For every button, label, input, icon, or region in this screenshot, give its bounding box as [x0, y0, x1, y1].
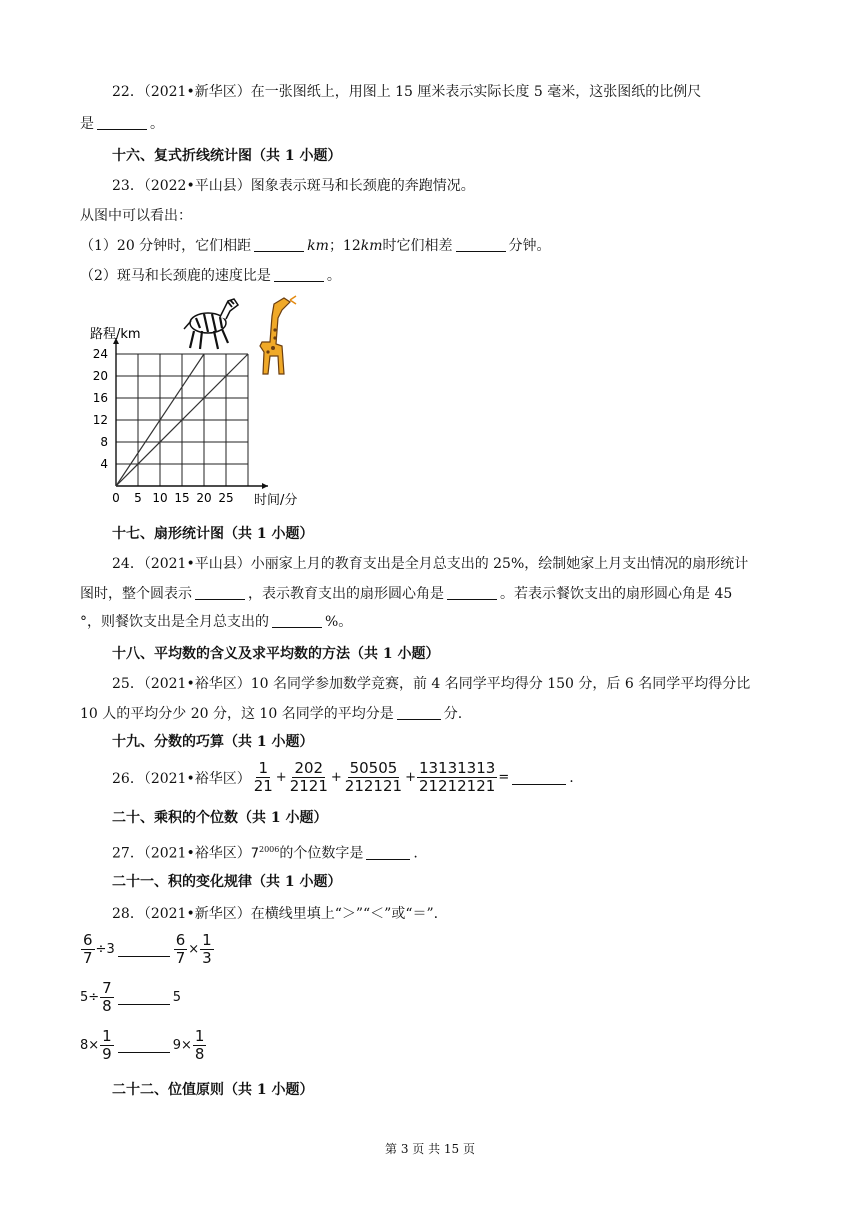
- q27: 27．（2021•裕华区）$7^{2006}$的个位数字是 .: [112, 845, 418, 862]
- q24-line3: °，则餐饮支出是全月总支出的 %。: [80, 614, 353, 630]
- fraction: $\frac{1}{21}$: [253, 759, 273, 795]
- section-heading-21: 二十一、积的变化规律（共 1 小题）: [112, 874, 342, 890]
- y-axis-label: 路程/km: [90, 327, 141, 342]
- q24-line1: 24．（2021•平山县）小丽家上月的教育支出是全月总支出的 25%，绘制她家上月支出情况的扇形统计: [112, 556, 749, 572]
- x-tick-label: 10: [152, 491, 168, 505]
- answer-blank[interactable]: [397, 705, 441, 720]
- q22-line2: 是 。: [80, 116, 164, 132]
- q28-row2: 5÷ $\frac{7}{8}$ 5: [80, 979, 181, 1015]
- answer-blank[interactable]: [118, 990, 170, 1005]
- fraction: $\frac{13131313}{21212121}$: [418, 759, 496, 795]
- q25-line2: 10 人的平均分少 20 分，这 10 名同学的平均分是 分.: [80, 706, 463, 722]
- y-tick-label: 24: [92, 347, 108, 361]
- q23-lead: 从图中可以看出：: [80, 208, 192, 224]
- x-tick-label: 25: [218, 491, 234, 505]
- x-tick-label: 15: [174, 491, 190, 505]
- answer-blank[interactable]: [456, 237, 506, 252]
- q26: 26．（2021•裕华区） $\frac{1}{21}$ + $\frac{202}{2121}$ + $\frac{50505}{212121}$ + $\frac{13131313}{21212121}$ = .: [112, 759, 574, 795]
- q28-row1: $\frac{6}{7}$ ÷3 $\frac{6}{7}$ × $\frac{1}{3}$: [83, 931, 212, 967]
- zebra-icon: [184, 299, 238, 349]
- giraffe-icon: [260, 296, 296, 374]
- distance-time-chart: [86, 288, 306, 512]
- section-heading-20: 二十、乘积的个位数（共 1 小题）: [112, 810, 328, 826]
- answer-blank[interactable]: [254, 237, 304, 252]
- answer-blank[interactable]: [274, 267, 324, 282]
- section-heading-16: 十六、复式折线统计图（共 1 小题）: [112, 148, 342, 164]
- page-footer: 第 3 页 共 15 页: [385, 1142, 475, 1156]
- y-tick-label: 20: [92, 369, 108, 383]
- answer-blank[interactable]: [366, 845, 410, 860]
- q23-part1: （1）20 分钟时，它们相距 km；12km时它们相差 分钟。: [80, 238, 551, 254]
- y-tick-label: 8: [100, 435, 108, 449]
- x-tick-label: 0: [112, 491, 120, 505]
- q23-stem: 23．（2022•平山县）图象表示斑马和长颈鹿的奔跑情况。: [112, 178, 475, 194]
- q22-line1: 22．（2021•新华区）在一张图纸上，用图上 15 厘米表示实际长度 5 毫米，这张图纸的比例尺: [112, 84, 702, 100]
- q25-line1: 25．（2021•裕华区）10 名同学参加数学竞赛，前 4 名同学平均得分 150 分，后 6 名同学平均得分比: [112, 676, 751, 692]
- q24-line2: 图时，整个圆表示 ，表示教育支出的扇形圆心角是 。若表示餐饮支出的扇形圆心角是 45: [80, 586, 733, 602]
- section-heading-22: 二十二、位值原则（共 1 小题）: [112, 1082, 314, 1098]
- x-axis-arrow: [262, 483, 268, 489]
- y-tick-label: 16: [92, 391, 108, 405]
- q28-stem: 28．（2021•新华区）在横线里填上“＞”“＜”或“＝”.: [112, 906, 439, 922]
- answer-blank[interactable]: [118, 942, 170, 957]
- answer-blank[interactable]: [447, 585, 497, 600]
- fraction: $\frac{50505}{212121}$: [344, 759, 403, 795]
- section-heading-17: 十七、扇形统计图（共 1 小题）: [112, 526, 314, 542]
- x-tick-label: 20: [196, 491, 212, 505]
- fraction: $\frac{202}{2121}$: [289, 759, 328, 795]
- x-axis-label: 时间/分: [254, 493, 298, 508]
- answer-blank[interactable]: [272, 613, 322, 628]
- section-heading-19: 十九、分数的巧算（共 1 小题）: [112, 734, 314, 750]
- answer-blank[interactable]: [97, 115, 147, 130]
- answer-blank[interactable]: [512, 770, 566, 785]
- y-tick-label: 12: [92, 413, 108, 427]
- section-heading-18: 十八、平均数的含义及求平均数的方法（共 1 小题）: [112, 646, 440, 662]
- answer-blank[interactable]: [118, 1038, 170, 1053]
- x-tick-label: 5: [134, 491, 142, 505]
- chart-ticks: [93, 347, 234, 505]
- answer-blank[interactable]: [195, 585, 245, 600]
- y-tick-label: 4: [100, 457, 108, 471]
- q28-row3: 8× $\frac{1}{9}$ 9× $\frac{1}{8}$: [80, 1027, 205, 1063]
- q23-part2: （2）斑马和长颈鹿的速度比是 。: [80, 268, 341, 284]
